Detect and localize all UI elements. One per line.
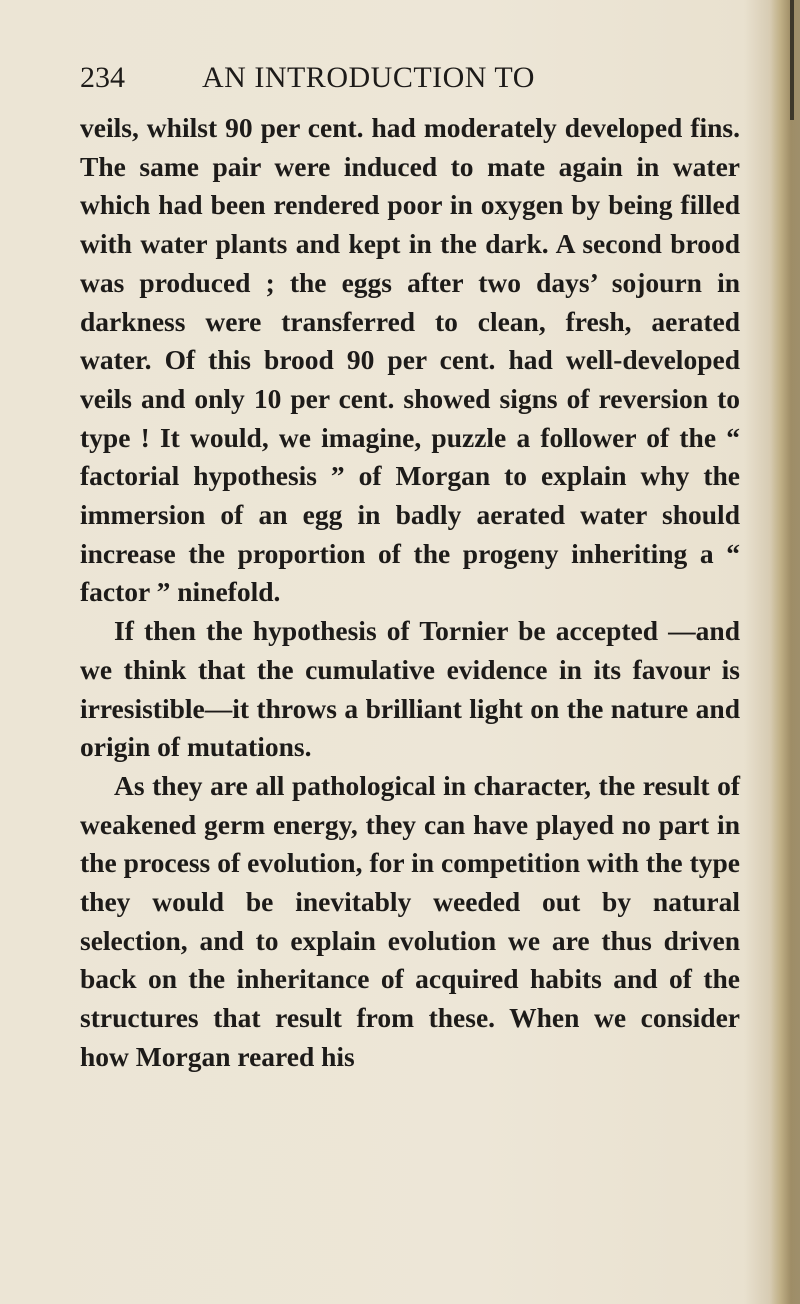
page-gutter-shadow	[770, 0, 800, 1304]
paragraph-tornier-hypothesis: If then the hypothesis of Tornier be accepted —and we think that the cumulative evidence in its favour is irresistible—it throws a brilliant light on the nature and origin of mutations.	[80, 615, 740, 763]
page-header	[80, 58, 740, 98]
page-number: 234	[80, 61, 125, 94]
paragraph-mutations-pathological: As they are all pathological in character, the result of weakened germ energy, they can have played no part in the process of evolution, for in competition with the type they would be inevitably weeded out by natural selection, and to explain evolution we are thus driven back on the inheritance of acquired habits and of the structures that result from these. When we consider how Morgan reared his	[80, 769, 740, 1072]
page-binding-edge	[790, 0, 794, 120]
body-text	[80, 109, 740, 1077]
running-head: AN INTRODUCTION TO	[202, 61, 535, 94]
paragraph-continued: veils, whilst 90 per cent. had moderately developed fins. The same pair were induced to mate again in water which had been rendered poor in oxygen by being filled with water plants and kept in the dark. A second brood was produced ; the eggs after two days’ sojourn in darkness were transferred to clean, fresh, aerated water. Of this brood 90 per cent. had well-developed veils and only 10 per cent. showed signs of reversion to type ! It would, we imagine, puzzle a follower of the “ factorial hypothesis ” of Morgan to explain why the immersion of an egg in badly aerated water should increase the proportion of the progeny inheriting a “ factor ” ninefold.	[80, 112, 740, 608]
